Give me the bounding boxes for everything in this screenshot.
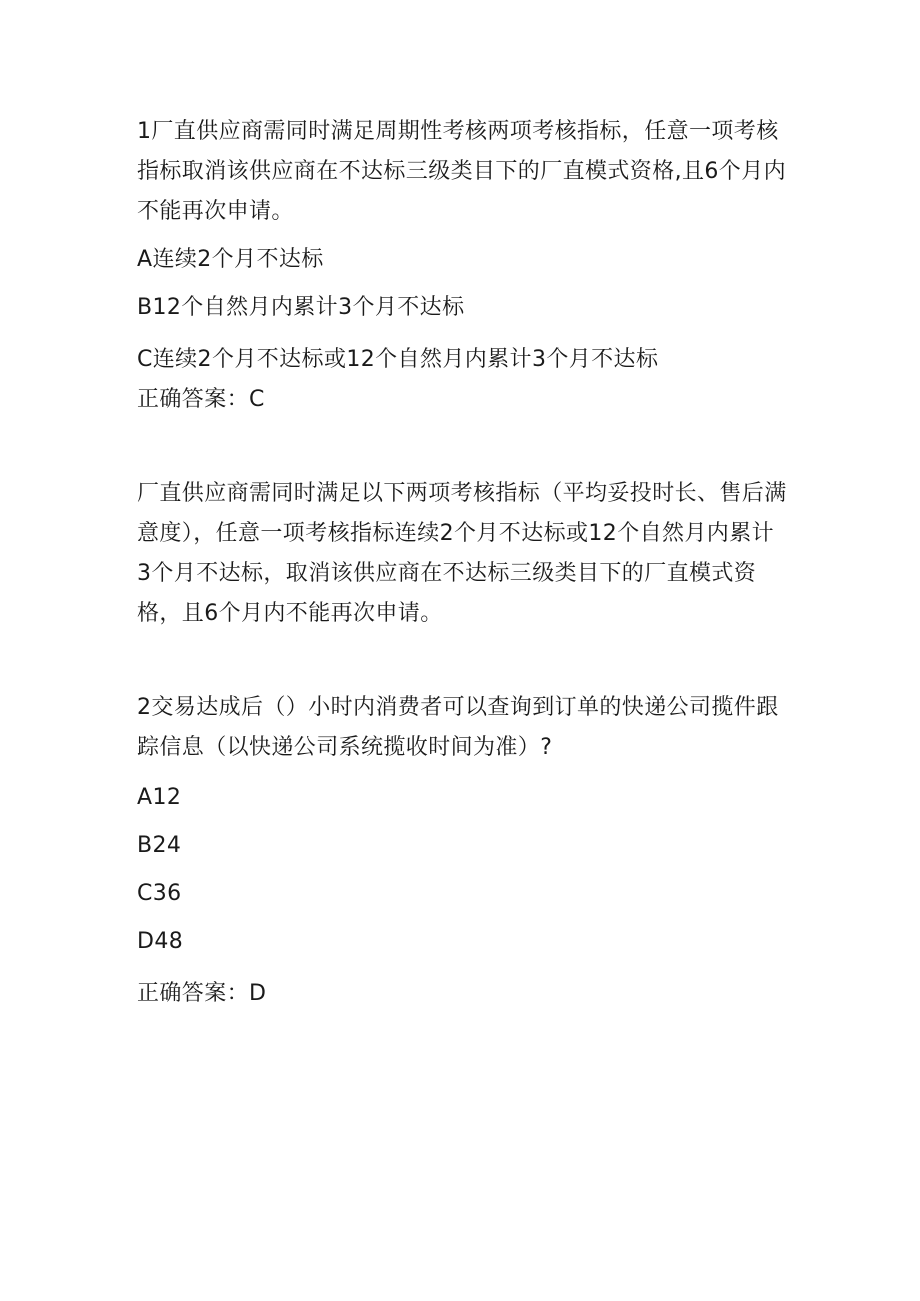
question-2-option-b: B24	[137, 833, 182, 858]
question-1-text: 1厂直供应商需同时满足周期性考核两项考核指标，任意一项考核指标取消该供应商在不达标三级类目下的厂直模式资格,且6个月内不能再次申请。	[137, 119, 786, 224]
question-2-option-d: D48	[137, 929, 184, 954]
document-content	[137, 112, 787, 1014]
question-1-option-c: C连续2个月不达标或12个自然月内累计3个月不达标	[137, 347, 659, 372]
question-2-text: 2交易达成后（）小时内消费者可以查询到订单的快递公司揽件跟踪信息（以快递公司系统揽收时间为准）?	[137, 695, 779, 760]
question-1-option-a: A连续2个月不达标	[137, 247, 324, 272]
question-1-answer: 正确答案：C	[137, 387, 265, 412]
question-2-answer: 正确答案：D	[137, 981, 267, 1006]
question-2-option-c: C36	[137, 881, 182, 906]
question-1-option-b: B12个自然月内累计3个月不达标	[137, 295, 465, 320]
question-1-explanation: 厂直供应商需同时满足以下两项考核指标（平均妥投时长、售后满意度），任意一项考核指标连续2个月不达标或12个自然月内累计3个月不达标，取消该供应商在不达标三级类目下的厂直模式资格，且6个月内不能再次申请。	[137, 481, 787, 626]
question-2-option-a: A12	[137, 785, 182, 810]
